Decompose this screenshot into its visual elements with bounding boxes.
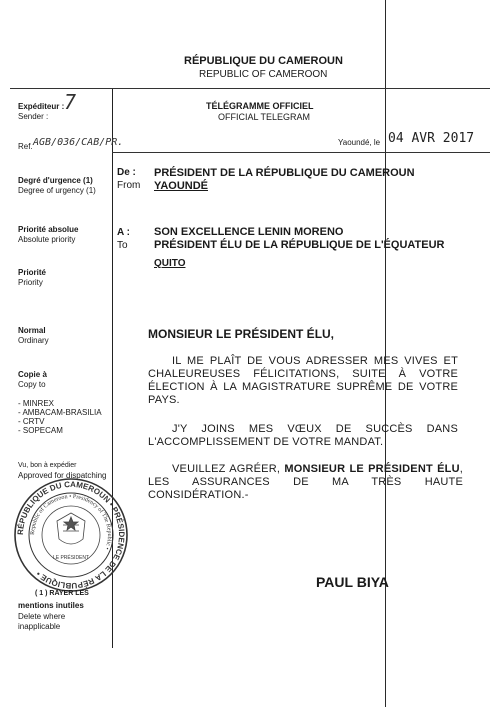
paragraph-1	[148, 355, 458, 407]
approval-label-en: Approved for dispatching	[18, 471, 107, 480]
from-label-en: From	[117, 180, 141, 191]
telegram-title-en: OFFICIAL TELEGRAM	[218, 112, 311, 122]
urgency-label-fr: Degré d'urgence (1)	[18, 176, 93, 185]
seal-emblem	[57, 513, 85, 544]
to-label-en: To	[117, 240, 128, 251]
approval-label-fr: Vu, bon à expédier	[18, 462, 77, 469]
copy-recipient: - MINREX	[18, 399, 54, 408]
priority-absolute-en: Absolute priority	[18, 235, 76, 244]
paragraph-3-end: , LES ASSURANCES DE MA TRÈS HAUTE CONSIDÉRATION.-	[148, 463, 463, 501]
place-label: Yaoundé, le	[338, 138, 381, 147]
signature: PAUL BIYA	[316, 574, 389, 590]
to-line-1: SON EXCELLENCE LENIN MORENO	[154, 226, 344, 238]
from-line-2: YAOUNDÉ	[154, 180, 208, 192]
paragraph-3-bold: MONSIEUR LE PRÉSIDENT ÉLU	[284, 463, 460, 475]
normal-fr: Normal	[18, 326, 46, 335]
date-handwritten: 04 AVR 2017	[388, 131, 475, 146]
to-line-3: QUITO	[154, 258, 186, 269]
to-label-fr: A :	[117, 227, 130, 238]
copy-to-fr: Copie à	[18, 370, 47, 379]
footnote-line-4: inapplicable	[18, 622, 61, 631]
ref-label: Ref.	[18, 142, 33, 151]
header-republic-fr: RÉPUBLIQUE DU CAMEROUN	[184, 55, 343, 67]
scan-fold-line	[385, 0, 386, 707]
priority-en: Priority	[18, 278, 43, 287]
priority-fr: Priorité	[18, 268, 47, 277]
seal-outer-text: RÉPUBLIQUE DU CAMEROUN • PRÉSIDENCE DE LA RÉPUBLIQUE •	[15, 479, 127, 591]
ref-handwritten: AGB/036/CAB/PR.	[33, 137, 124, 148]
copy-recipient: - CRTV	[18, 417, 45, 426]
telegram-rule	[112, 152, 490, 153]
sender-label-fr: Expéditeur :	[18, 102, 65, 111]
urgency-label-en: Degree of urgency (1)	[18, 186, 96, 195]
sender-label-en: Sender :	[18, 112, 49, 121]
header-rule	[10, 88, 490, 89]
priority-absolute-fr: Priorité absolue	[18, 225, 79, 234]
paragraph-3	[148, 463, 463, 502]
paragraph-3-start: VEUILLEZ AGRÉER,	[172, 463, 285, 475]
copy-recipient: - SOPECAM	[18, 426, 63, 435]
to-line-2: PRÉSIDENT ÉLU DE LA RÉPUBLIQUE DE L'ÉQUATEUR	[154, 239, 445, 251]
salutation: MONSIEUR LE PRÉSIDENT ÉLU,	[148, 327, 335, 341]
sender-handwritten: 7	[64, 90, 77, 114]
from-label-fr: De :	[117, 167, 136, 178]
paragraph-1-text: IL ME PLAÎT DE VOUS ADRESSER MES VIVES ET CHALEUREUSES FÉLICITATIONS, SUITE À VOTRE ÉLECTION À LA MAGISTRATURE SUPRÊME DE VOTRE PAYS.	[148, 355, 458, 406]
presidential-seal-stamp	[13, 477, 129, 593]
copy-to-en: Copy to	[18, 380, 46, 389]
footnote-line-1: ( 1 ) RAYER LES	[35, 590, 89, 597]
footnote-line-2: mentions inutiles	[18, 601, 84, 610]
telegram-title-fr: TÉLÉGRAMME OFFICIEL	[206, 101, 314, 111]
normal-en: Ordinary	[18, 336, 49, 345]
paragraph-2	[148, 423, 458, 449]
paragraph-2-text: J'Y JOINS MES VŒUX DE SUCCÈS DANS L'ACCOMPLISSEMENT DE VOTRE MANDAT.	[148, 423, 458, 448]
header-republic-en: REPUBLIC OF CAMEROON	[199, 69, 328, 80]
copy-recipient: - AMBACAM-BRASILIA	[18, 408, 102, 417]
from-line-1: PRÉSIDENT DE LA RÉPUBLIQUE DU CAMEROUN	[154, 167, 415, 179]
footnote-line-3: Delete where	[18, 612, 66, 621]
seal-inner-text: Republic of Cameroon • Presidency of The Republic •	[29, 493, 113, 551]
seal-center-text: LE PRÉSIDENT	[52, 555, 90, 561]
